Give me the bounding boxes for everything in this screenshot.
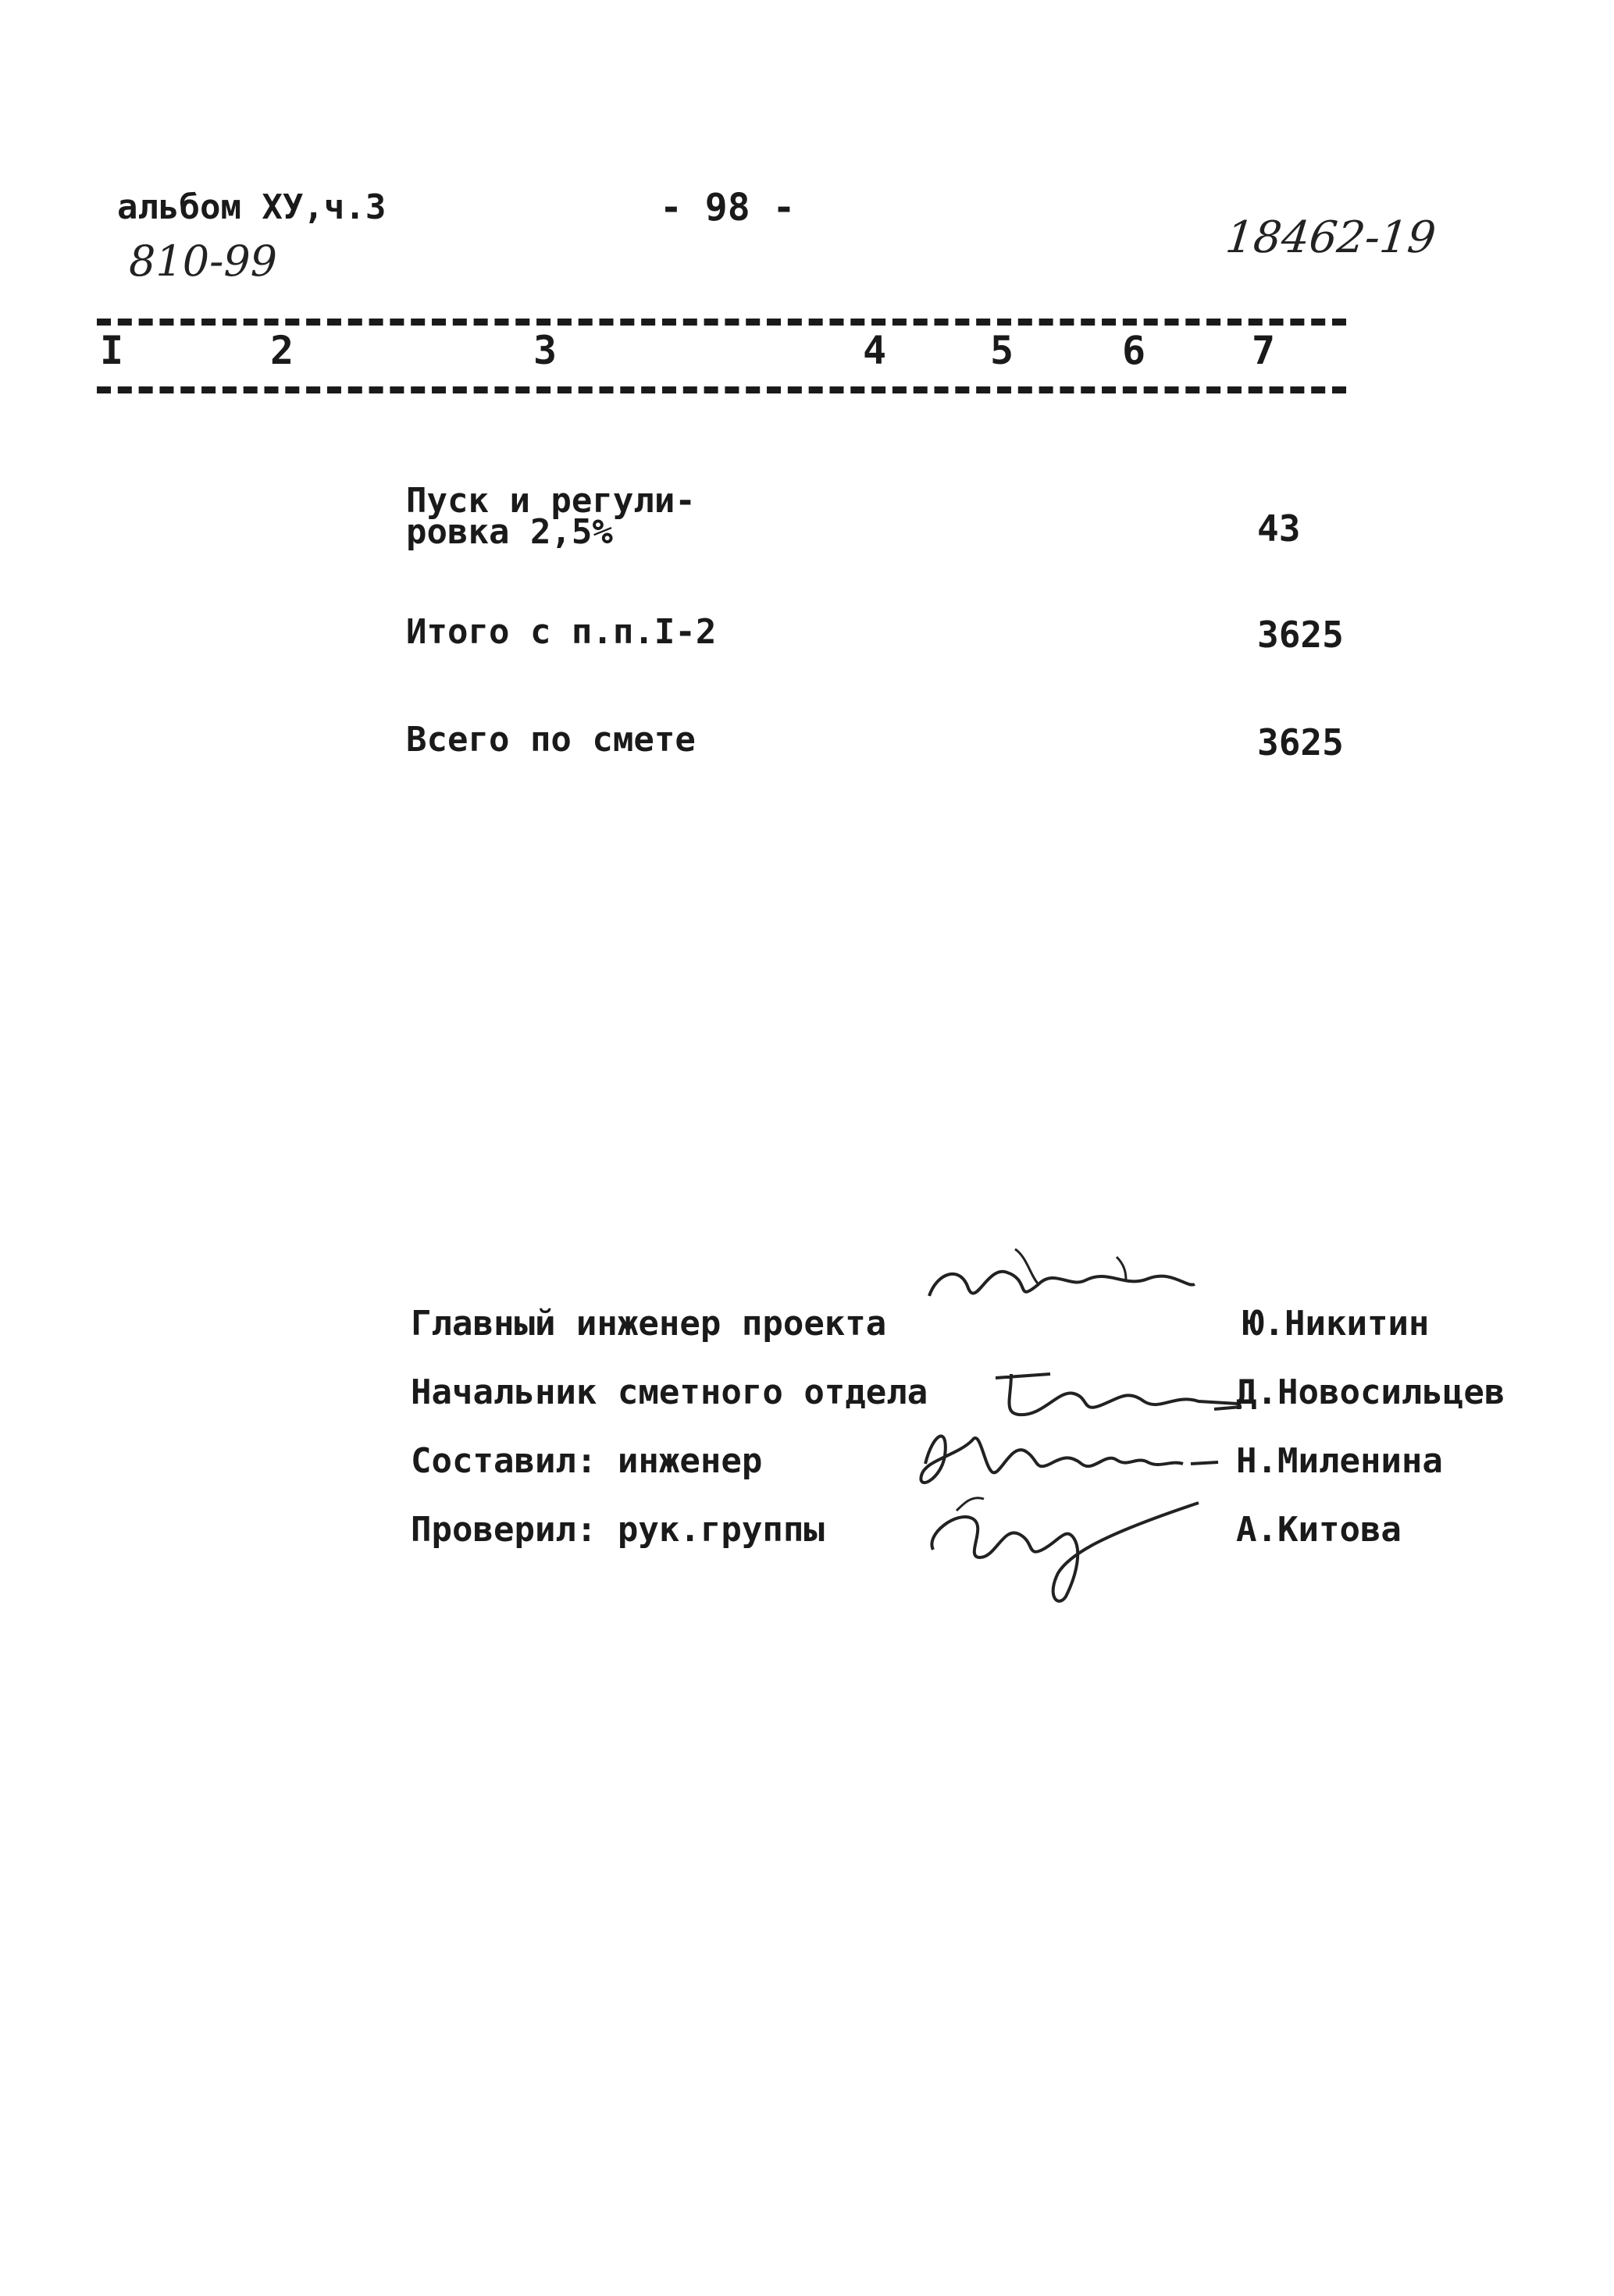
dashed-rule-top [97,319,1346,326]
signature-mark-checker [910,1479,1206,1612]
row-label-startup-line1: Пуск и регули- [406,481,696,521]
row-label-subtotal: Итого с п.п.I-2 [406,612,717,652]
column-number-1: I [100,328,124,373]
row-value-startup: 43 [1257,507,1301,550]
handwritten-code-left: 810-99 [129,237,278,286]
handwritten-code-right: 18462-19 [1223,212,1438,263]
column-number-5: 5 [990,328,1014,373]
album-label: альбом ХУ,ч.3 [117,187,387,227]
column-number-7: 7 [1252,328,1276,373]
signature-name-chief-engineer: Ю.Никитин [1243,1304,1430,1344]
row-value-subtotal: 3625 [1257,614,1344,656]
column-number-4: 4 [863,328,887,373]
page-number: - 98 - [660,186,796,230]
column-number-2: 2 [270,328,294,373]
signature-name-compiler: Н.Миленина [1236,1441,1443,1481]
signature-title-chief-engineer: Главный инженер проекта [411,1304,887,1344]
dashed-rule-bottom [97,386,1346,393]
column-number-6: 6 [1122,328,1146,373]
row-label-startup-line2: ровка 2,5% [406,512,613,552]
signature-title-estimate-head: Начальник сметного отдела [411,1372,928,1412]
column-number-3: 3 [533,328,558,373]
signature-name-estimate-head: Д.Новосильцев [1236,1372,1505,1412]
signature-title-checker: Проверил: рук.группы [411,1510,825,1550]
row-value-total: 3625 [1257,721,1344,764]
row-label-total: Всего по смете [406,720,696,760]
signature-name-checker: А.Китова [1236,1510,1402,1550]
signature-title-compiler: Составил: инженер [411,1441,763,1481]
signature-mark-chief-engineer [921,1241,1202,1327]
